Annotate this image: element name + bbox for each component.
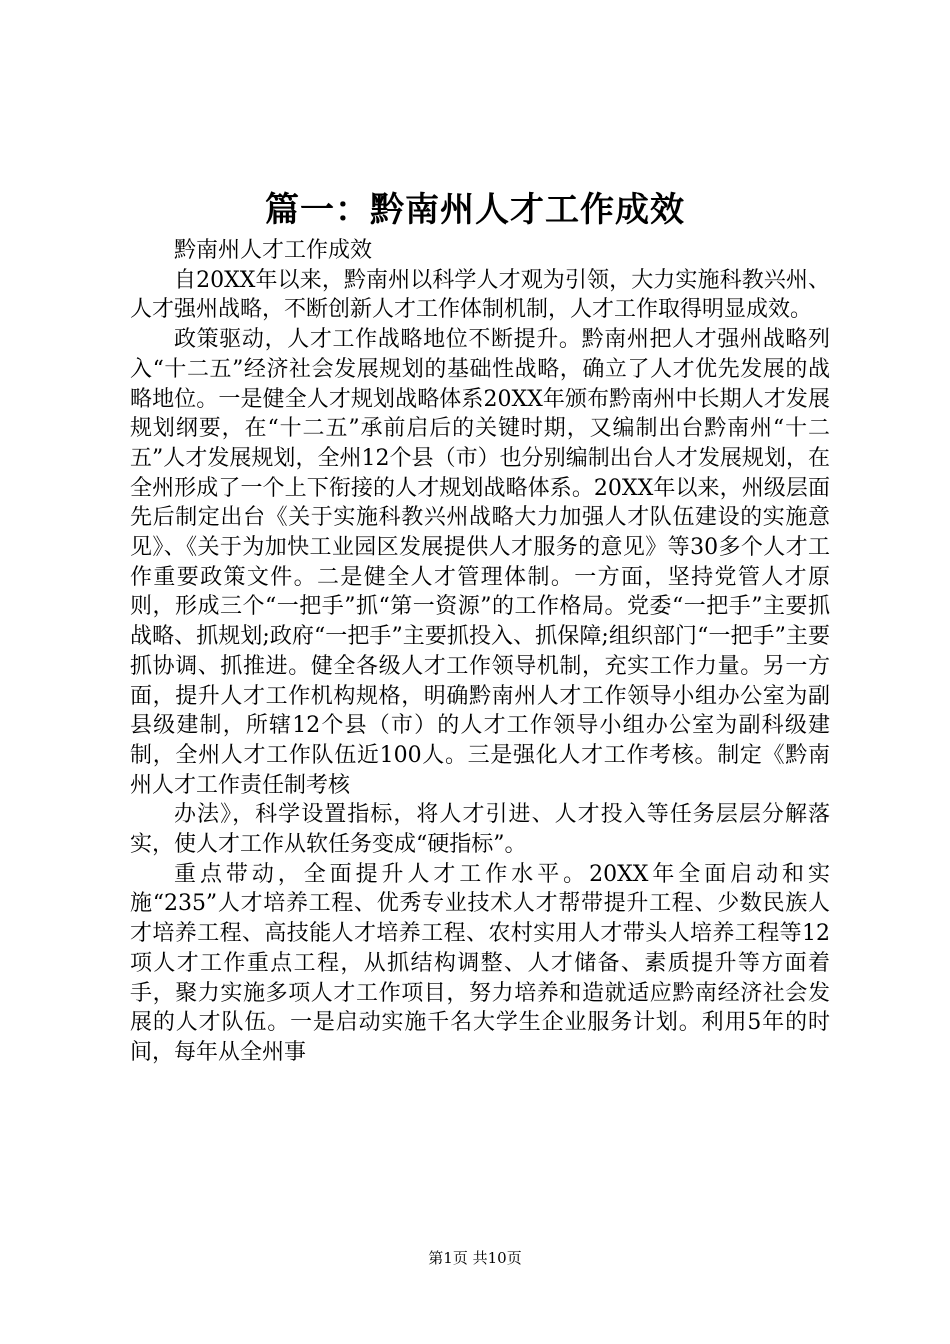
document-title: 篇一：黔南州人才工作成效: [265, 190, 685, 230]
assessment-paragraph: 办法》，科学设置指标，将人才引进、人才投入等任务层层分解落实，使人才工作从软任务变成“硬指标”。: [130, 802, 830, 858]
key-projects-paragraph: 重点带动，全面提升人才工作水平。20XX年全面启动和实施“235”人才培养工程、优秀专业技术人才帮带提升工程、少数民族人才培养工程、高技能人才培养工程、农村实用人才带头人培养工程等12项人才工作重点工程，从抓结构调整、人才储备、素质提升等方面着手，聚力实施多项人才工作项目，努力培养和造就适应黔南经济社会发展的人才队伍。一是启动实施千名大学生企业服务计划。利用5年的时间，每年从全州事: [130, 861, 830, 1065]
page-number: 第1页 共10页: [428, 1249, 522, 1267]
intro-paragraph: 自20XX年以来，黔南州以科学人才观为引领，大力实施科教兴州、人才强州战略，不断创新人才工作体制机制，人才工作取得明显成效。: [130, 267, 830, 323]
document-body: [130, 236, 830, 1068]
subtitle-paragraph: 黔南州人才工作成效: [174, 238, 373, 263]
policy-paragraph: 政策驱动，人才工作战略地位不断提升。黔南州把人才强州战略列入“十二五”经济社会发展规划的基础性战略，确立了人才优先发展的战略地位。一是健全人才规划战略体系20XX年颁布黔南州中长期人才发展规划纲要，在“十二五”承前启后的关键时期，又编制出台黔南州“十二五”人才发展规划，全州12个县（市）也分别编制出台人才发展规划，在全州形成了一个上下衔接的人才规划战略体系。20XX年以来，州级层面先后制定出台《关于实施科教兴州战略大力加强人才队伍建设的实施意见》、《关于为加快工业园区发展提供人才服务的意见》等30多个人才工作重要政策文件。二是健全人才管理体制。一方面，坚持党管人才原则，形成三个“一把手”抓“第一资源”的工作格局。党委“一把手”主要抓战略、抓规划;政府“一把手”主要抓投入、抓保障;组织部门“一把手”主要抓协调、抓推进。健全各级人才工作领导机制，充实工作力量。另一方面，提升人才工作机构规格，明确黔南州人才工作领导小组办公室为副县级建制，所辖12个县（市）的人才工作领导小组办公室为副科级建制，全州人才工作队伍近100人。三是强化人才工作考核。制定《黔南州人才工作责任制考核: [130, 327, 830, 798]
